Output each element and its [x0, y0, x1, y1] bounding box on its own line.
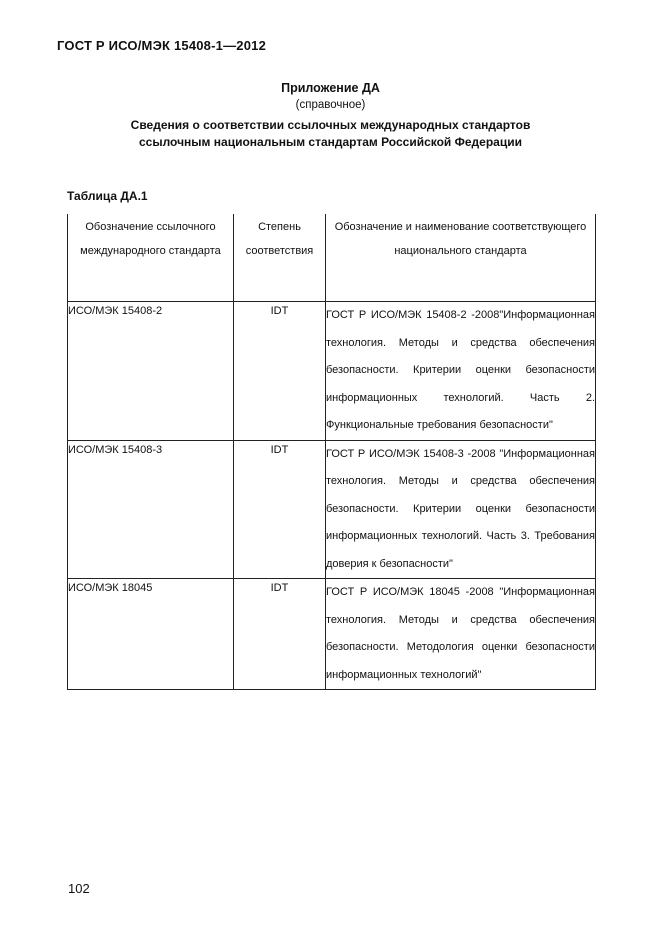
cell-degree: IDT [234, 579, 326, 690]
cell-degree: IDT [234, 440, 326, 579]
header-degree: Степень соответствия [234, 214, 326, 302]
standards-table [67, 214, 596, 690]
header-international-standard: Обозначение ссылочного международного стандарта [68, 214, 234, 302]
cell-ref: ИСО/МЭК 15408-2 [68, 302, 234, 441]
appendix-description-line-1: Сведения о соответствии ссылочных международных стандартов [130, 118, 531, 132]
cell-ref: ИСО/МЭК 18045 [68, 579, 234, 690]
appendix-title: Приложение ДА [281, 81, 380, 95]
table-caption: Таблица ДА.1 [67, 189, 148, 203]
page-number: 102 [68, 881, 90, 896]
appendix-type: (справочное) [295, 99, 366, 111]
appendix-description-line-2: ссылочным национальным стандартам Российской Федерации [139, 135, 522, 149]
table-header-row [68, 214, 596, 302]
table-row [68, 440, 596, 579]
cell-national: ГОСТ Р ИСО/МЭК 18045 -2008 "Информационная технология. Методы и средства обеспечения безопасности. Методология оценки безопасности информационных технологий" [326, 579, 596, 690]
table-row [68, 579, 596, 690]
cell-degree: IDT [234, 302, 326, 441]
table-row [68, 302, 596, 441]
cell-national: ГОСТ Р ИСО/МЭК 15408-2 -2008"Информационная технология. Методы и средства обеспечения безопасности. Критерии оценки безопасности информационных технологий. Часть 2. Функциональные требования безопасности" [326, 302, 596, 441]
header-national-standard: Обозначение и наименование соответствующего национального стандарта [326, 214, 596, 302]
document-header: ГОСТ Р ИСО/МЭК 15408-1—2012 [57, 38, 266, 53]
cell-ref: ИСО/МЭК 15408-3 [68, 440, 234, 579]
cell-national: ГОСТ Р ИСО/МЭК 15408-3 -2008 "Информационная технология. Методы и средства обеспечения безопасности. Критерии оценки безопасности информационных технологий. Часть 3. Требования доверия к безопасности" [326, 440, 596, 579]
appendix-description [0, 117, 661, 151]
